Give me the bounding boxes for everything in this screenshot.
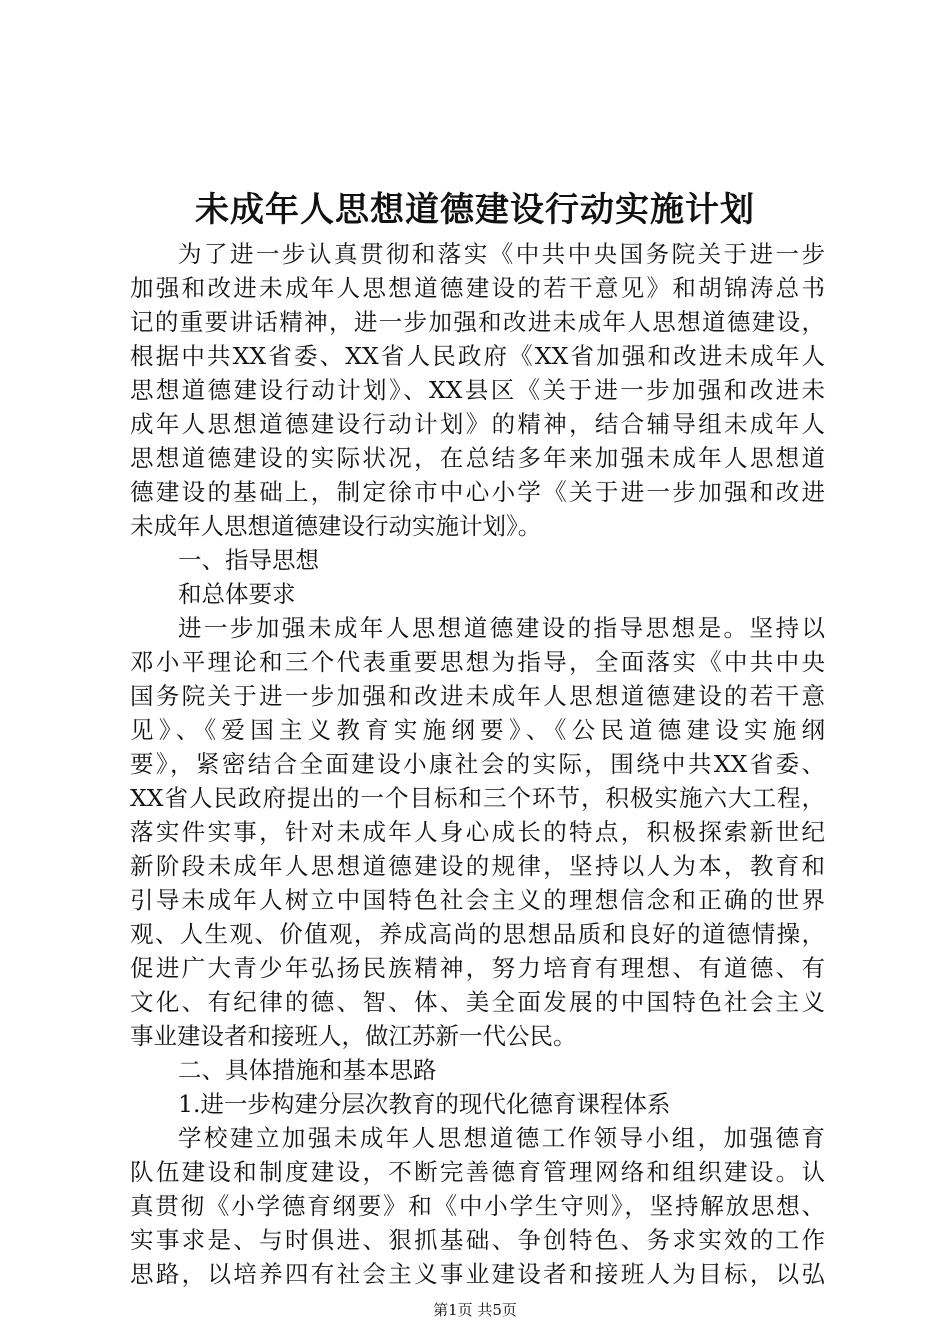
- body-line: 学校建立加强未成年人思想道德工作领导小组，加强德育: [178, 1124, 825, 1152]
- body-line: 根据中共XX省委、XX省人民政府《XX省加强和改进未成年人: [130, 342, 825, 370]
- body-line: 思路，以培养四有社会主义事业建设者和接班人为目标，以弘: [130, 1260, 825, 1288]
- body-line: 促进广大青少年弘扬民族精神，努力培育有理想、有道德、有: [130, 954, 825, 982]
- body-line: 为了进一步认真贯彻和落实《中共中央国务院关于进一步: [178, 240, 825, 268]
- body-line: 要》，紧密结合全面建设小康社会的实际，围绕中共XX省委、: [130, 750, 825, 778]
- body-line: 德建设的基础上，制定徐市中心小学《关于进一步加强和改进: [130, 478, 825, 506]
- section-heading: 一、指导思想: [178, 546, 319, 574]
- body-line: 未成年人思想道德建设行动实施计划》。: [130, 512, 542, 540]
- body-line: 进一步加强未成年人思想道德建设的指导思想是。坚持以: [178, 614, 825, 642]
- body-line: 观、人生观、价值观，养成高尚的思想品质和良好的道德情操，: [130, 920, 825, 948]
- body-line: 队伍建设和制度建设，不断完善德育管理网络和组织建设。认: [130, 1158, 825, 1186]
- body-line: 国务院关于进一步加强和改进未成年人思想道德建设的若干意: [130, 682, 825, 710]
- body-line: 引导未成年人树立中国特色社会主义的理想信念和正确的世界: [130, 886, 825, 914]
- subsection-heading: 1.进一步构建分层次教育的现代化德育课程体系: [178, 1090, 671, 1118]
- body-line: XX省人民政府提出的一个目标和三个环节，积极实施六大工程，: [130, 784, 825, 812]
- document-title: 未成年人思想道德建设行动实施计划: [195, 190, 755, 230]
- section-heading: 和总体要求: [178, 580, 296, 608]
- body-line: 思想道德建设行动计划》、XX县区《关于进一步加强和改进未: [130, 376, 825, 404]
- body-line: 真贯彻《小学德育纲要》和《中小学生守则》，坚持解放思想、: [130, 1192, 825, 1220]
- body-line: 邓小平理论和三个代表重要思想为指导，全面落实《中共中央: [130, 648, 825, 676]
- body-line: 文化、有纪律的德、智、体、美全面发展的中国特色社会主义: [130, 988, 825, 1016]
- body-line: 实事求是、与时俱进、狠抓基础、争创特色、务求实效的工作: [130, 1226, 825, 1254]
- page-footer: 第1页 共5页: [433, 1301, 517, 1319]
- body-line: 见》、《爱国主义教育实施纲要》、《公民道德建设实施纲: [130, 716, 825, 744]
- body-line: 记的重要讲话精神，进一步加强和改进未成年人思想道德建设，: [130, 308, 825, 336]
- body-line: 成年人思想道德建设行动计划》的精神，结合辅导组未成年人: [130, 410, 825, 438]
- body-line: 加强和改进未成年人思想道德建设的若干意见》和胡锦涛总书: [130, 274, 825, 302]
- body-line: 思想道德建设的实际状况，在总结多年来加强未成年人思想道: [130, 444, 825, 472]
- body-line: 新阶段未成年人思想道德建设的规律，坚持以人为本，教育和: [130, 852, 825, 880]
- body-line: 落实件实事，针对未成年人身心成长的特点，积极探索新世纪: [130, 818, 825, 846]
- body-line: 事业建设者和接班人，做江苏新一代公民。: [130, 1022, 577, 1050]
- section-heading: 二、具体措施和基本思路: [178, 1056, 437, 1084]
